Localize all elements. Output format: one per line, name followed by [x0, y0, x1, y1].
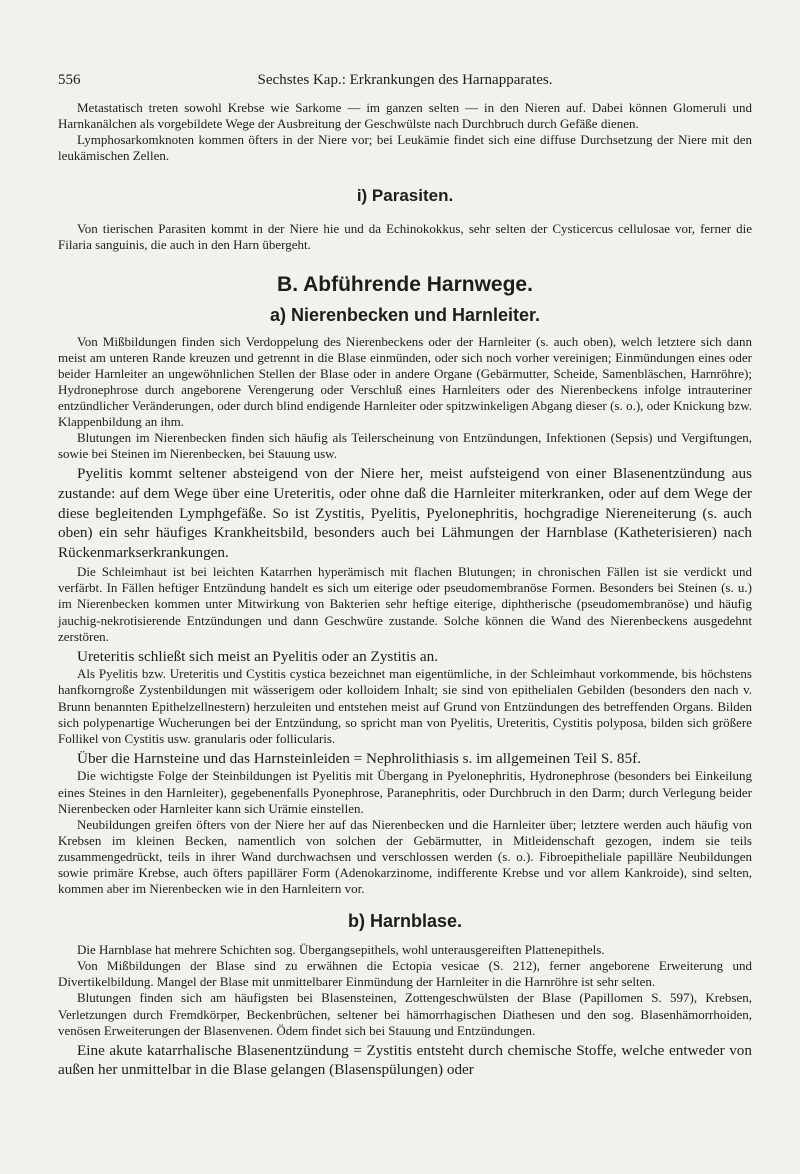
section-heading-parasites: i) Parasiten.: [356, 186, 454, 206]
subsection-heading-bladder: b) Harnblase.: [347, 911, 463, 932]
paragraph-lymphosarcoma: Lymphosarkomknoten kommen öfters in der Niere vor; bei Leukämie findet sich eine diffuse Durchsetzung der Niere mit den leukämischen Zellen.: [58, 132, 752, 164]
page-header: [58, 72, 752, 92]
paragraph-pyelitis: Pyelitis kommt seltener absteigend von der Niere her, meist aufsteigend von einer Blasenentzündung aus zustande: auf dem Wege über eine Ureteritis, oder ohne daß die Harnleiter miterkranken, oder auf dem Wege der diese begleitenden Lymphgefäße. So ist Zystitis, Pyelitis, Pyelonephritis, hochgradige Niereneiterung (s. auch oben) ein sehr häufiges Krankheitsbild, besonders auch bei Lähmungen der Harnblase (Katheterisieren) nach Rückenmarkserkrankungen.: [58, 465, 752, 561]
part-heading-urinary-tract: B. Abführende Harnwege.: [277, 272, 533, 296]
paragraph-bladder-epithelium: Die Harnblase hat mehrere Schichten sog. Übergangsepithels, wohl unterausgereiften Plattenepithels.: [77, 942, 605, 958]
paragraph-urinary-stones: Über die Harnsteine und das Harnsteinleiden = Nephrolithiasis s. im allgemeinen Teil S. 85f.: [77, 749, 641, 767]
running-title: Sechstes Kap.: Erkrankungen des Harnapparates.: [257, 72, 553, 88]
paragraph-bleedings: Blutungen im Nierenbecken finden sich häufig als Teilerscheinung von Entzündungen, Infektionen (Sepsis) und Vergiftungen, sowie bei Steinen im Nierenbecken, bei Stauung usw.: [58, 430, 752, 462]
page-number: 556: [58, 72, 81, 88]
paragraph-bladder-bleedings: Blutungen finden sich am häufigsten bei Blasensteinen, Zottengeschwülsten der Blase (Papillomen S. 597), Krebsen, Verletzungen durch Fremdkörper, Beckenbrüchen, seltener bei hämorrhagischen Diathesen und den sog. Blasenhämorrhoiden, venösen Erweiterungen der Blasenvenen. Ödem findet sich bei Stauung und Entzündungen.: [58, 990, 752, 1038]
paragraph-cystitis: Eine akute katarrhalische Blasenentzündung = Zystitis entsteht durch chemische Stoffe, welche entweder von außen her unmittelbar in die Blase gelangen (Blasenspülungen) oder: [58, 1041, 752, 1079]
paragraph-stone-consequences: Die wichtigste Folge der Steinbildungen ist Pyelitis mit Übergang in Pyelonephritis, Hydronephrose (besonders bei Einkeilung eines Steines in den Harnleiter), gegebenenfalls Pyonephrose, Paranephritis, oder Durchbruch in den Darm; durch Verlegung beider Nierenbecken oder Harnleiter kann sich Urämie einstellen.: [58, 768, 752, 816]
paragraph-bladder-malformations: Von Mißbildungen der Blase sind zu erwähnen die Ectopia vesicae (S. 212), ferner angeborene Erweiterung und Divertikelbildung. Mangel der Blase mit unmittelbarer Einmündung der Harnleiter in die Harnröhre ist sehr selten.: [58, 958, 752, 990]
paragraph-cystica: Als Pyelitis bzw. Ureteritis und Cystitis cystica bezeichnet man eigentümliche, in der Schleimhaut vorkommende, bis höchstens hanfkorngroße Zystenbildungen mit wässerigem oder kolloidem Inhalt; sie sind von epithelialen Gebilden (besonders den nach v. Brunn benannten Epithelzellnestern) herzuleiten und entstehen meist auf Grund von Entzündungen des betreffenden Organs. Bilden sich polypenartige Wucherungen bei der Entzündung, so spricht man von Pyelitis, Ureteritis, Cystitis polyposa, bilden sich größere Follikel von Cystitis usw. granularis oder follicularis.: [58, 666, 752, 746]
paragraph-parasites: Von tierischen Parasiten kommt in der Niere hie und da Echinokokkus, sehr selten der Cysticercus cellulosae vor, ferner die Filaria sanguinis, die auch in den Harn übergeht.: [58, 221, 752, 253]
paragraph-mucosa: Die Schleimhaut ist bei leichten Katarrhen hyperämisch mit flachen Blutungen; in chronischen Fällen ist sie verdickt und verfärbt. In Fällen heftiger Entzündung handelt es sich um eiterige oder pseudomembranöse Formen. Besonders bei Steinen (s. u.) im Nierenbecken kommen unter Mitwirkung von Bakterien sehr heftige eiterige, diphtherische (pseudomembranöse) und häufig jauchig-nekrotisierende Entzündungen und dann Geschwüre zustande. Solche können die Wand des Nierenbeckens ausgedehnt zerstören.: [58, 564, 752, 644]
subsection-heading-renal-pelvis: a) Nierenbecken und Harnleiter.: [269, 304, 541, 325]
paragraph-metastasis: Metastatisch treten sowohl Krebse wie Sarkome — im ganzen selten — in den Nieren auf. Dabei können Glomeruli und Harnkanälchen als vorgebildete Wege der Ausbreitung der Geschwülste nach Durchbruch durch Gefäße dienen.: [58, 100, 752, 132]
paragraph-ureteritis: Ureteritis schließt sich meist an Pyelitis oder an Zystitis an.: [77, 647, 439, 665]
paragraph-malformations: Von Mißbildungen finden sich Verdoppelung des Nierenbeckens oder der Harnleiter (s. auch oben), welch letztere sich dann meist am unteren Rande kreuzen und getrennt in die Blase einmünden, oder sich noch vorher vereinigen; Einmündungen eines oder beider Harnleiter an ungewöhnlichen Stellen der Blase oder in andere Organe (Gebärmutter, Scheide, Samenbläschen, Harnröhre); Hydronephrose durch angeborene Verengerung oder Verschluß eines Harnleiters oder des Nierenbeckens infolge intrauteriner entzündlicher Veränderungen, oder durch blind endigende Harnleiter oder spitzwinkeligen Abgang dieser (s. o.), oder Knickung bzw. Klappenbildung an ihm.: [58, 333, 752, 430]
page-body: [58, 100, 752, 1080]
paragraph-neoplasms: Neubildungen greifen öfters von der Niere her auf das Nierenbecken und die Harnleiter über; letztere werden auch häufig von Krebsen im kleinen Becken, namentlich von solchen der Gebärmutter, in Mitleidenschaft gezogen, indem sie teils zusammengedrückt, teils in ihrer Wand durchwachsen und verschlossen werden (s. o.). Fibroepitheliale papilläre Neubildungen sowie primäre Krebse, auch öfters papillärer Form (Adenokarzinome, indifferente Krebse und vor allem Kankroide), sind selten, kommen aber im Nierenbecken wie in den Harnleitern vor.: [58, 816, 752, 897]
